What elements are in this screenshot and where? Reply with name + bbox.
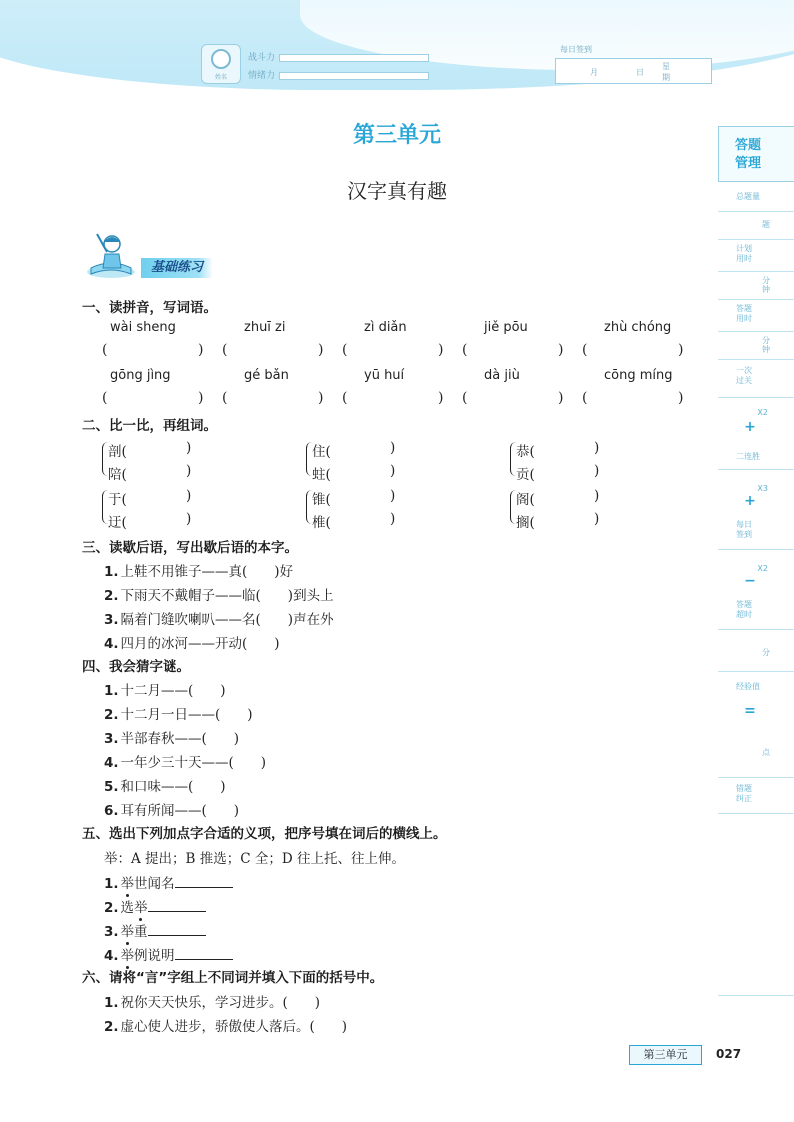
- question-1-title: 一、读拼音，写词语。: [82, 300, 217, 316]
- compare-char: 住(: [312, 444, 331, 460]
- daily-sign-label-1: 每日: [736, 520, 752, 529]
- stat-row-2: [248, 68, 429, 81]
- stat-label: 战斗力: [248, 53, 276, 63]
- multiplier-cell-3: [718, 550, 794, 588]
- total-cell[interactable]: [718, 182, 794, 212]
- answer-paren-close: ): [438, 342, 444, 358]
- item-number: 4.: [104, 948, 119, 964]
- answer-line[interactable]: [175, 948, 233, 960]
- list-item: [104, 872, 233, 892]
- total-label: 总题量: [736, 192, 760, 201]
- pinyin-prompt: gé bǎn: [244, 368, 289, 383]
- compare-paren-close: ): [186, 463, 192, 479]
- plan-label-2: 用时: [736, 254, 752, 263]
- list-item: [104, 920, 206, 940]
- plan-unit-2: 钟: [762, 285, 770, 294]
- plus-icon: +: [744, 419, 756, 435]
- notes-cell[interactable]: [718, 814, 794, 996]
- item-text[interactable]: 上鞋不用锥子——真( )好: [120, 564, 294, 580]
- compare-char: 锥(: [312, 492, 331, 508]
- banner-label: 基础练习: [141, 258, 213, 278]
- total-unit: 题: [762, 220, 770, 229]
- list-item: [104, 775, 226, 795]
- stat-label: 情绪力: [248, 71, 276, 81]
- points-unit: 点: [762, 748, 770, 757]
- stat-bar: [279, 72, 429, 80]
- plan-label-1: 计划: [736, 244, 752, 253]
- multiplier-x2: X2: [757, 408, 768, 417]
- plan-unit-1: 分: [762, 276, 770, 285]
- answer-paren-open: (: [222, 342, 228, 358]
- list-item: [104, 703, 253, 723]
- combo-cell[interactable]: [718, 438, 794, 470]
- sign-title: 每日签到: [560, 45, 592, 54]
- sign-week-1: 星: [662, 62, 670, 71]
- sidebar-heading: [718, 126, 794, 182]
- dotted-character: 举: [120, 876, 135, 892]
- exp-label: 经验值: [736, 682, 760, 691]
- answer-paren-close: ): [318, 390, 324, 406]
- overtime-label-1: 答题: [736, 600, 752, 609]
- compare-paren-close: ): [594, 488, 600, 504]
- answer-paren-close: ): [558, 390, 564, 406]
- first-pass-cell[interactable]: [718, 360, 794, 398]
- word-prefix: 选: [120, 900, 135, 916]
- stat-bar: [279, 54, 429, 62]
- item-text[interactable]: 隔着门缝吹喇叭——名( )声在外: [120, 612, 334, 628]
- word-suffix: 世闻名: [134, 876, 175, 892]
- answer-paren-open: (: [102, 342, 108, 358]
- pinyin-prompt: gōng jìng: [110, 368, 171, 383]
- answer-paren-open: (: [582, 390, 588, 406]
- list-item: [104, 991, 320, 1011]
- item-number: 4.: [104, 636, 119, 652]
- answer-paren-open: (: [102, 390, 108, 406]
- score-cell[interactable]: [718, 630, 794, 672]
- answer-paren-open: (: [342, 342, 348, 358]
- list-item: [104, 608, 334, 628]
- compare-paren-close: ): [390, 463, 396, 479]
- answer-blank[interactable]: [112, 344, 196, 360]
- sign-month: 月: [590, 68, 598, 77]
- list-item: [104, 1015, 347, 1035]
- answer-blank[interactable]: [592, 392, 676, 408]
- used-label-1: 答题: [736, 304, 752, 313]
- exp-label-cell: [718, 672, 794, 702]
- list-item: [104, 944, 233, 964]
- dotted-character: 举: [134, 900, 148, 916]
- item-number: 3.: [104, 731, 119, 747]
- plus-icon: +: [744, 493, 756, 509]
- item-text[interactable]: 十二月一日——( ): [120, 707, 253, 723]
- combo-label: 二连胜: [736, 452, 760, 461]
- answer-blank[interactable]: [232, 344, 316, 360]
- used-label-2: 用时: [736, 314, 752, 323]
- reading-kid-icon: [85, 228, 137, 280]
- used-unit-cell[interactable]: [718, 332, 794, 360]
- compare-paren-close: ): [390, 488, 396, 504]
- answer-blank[interactable]: [472, 392, 556, 408]
- answer-paren-close: ): [678, 342, 684, 358]
- answer-blank[interactable]: [472, 344, 556, 360]
- compare-char: 迂(: [108, 515, 127, 531]
- avatar-caption: 姓名: [214, 74, 227, 81]
- answer-management-sidebar: [718, 126, 794, 996]
- dotted-character: 举: [120, 924, 135, 940]
- sign-day: 日: [636, 68, 644, 77]
- compare-paren-close: ): [390, 440, 396, 456]
- answer-paren-close: ): [318, 342, 324, 358]
- word-blank[interactable]: [138, 490, 184, 506]
- minus-icon: −: [744, 573, 756, 589]
- score-unit: 分: [762, 648, 770, 657]
- multiplier-cell-1: [718, 398, 794, 438]
- footer-unit-label: 第三单元: [629, 1045, 702, 1065]
- lesson-title: 汉字真有趣: [347, 179, 447, 203]
- compare-paren-close: ): [594, 463, 600, 479]
- answer-blank[interactable]: [232, 392, 316, 408]
- total-unit-cell[interactable]: [718, 212, 794, 240]
- compare-paren-close: ): [186, 511, 192, 527]
- answer-paren-close: ): [198, 342, 204, 358]
- item-text[interactable]: 半部春秋——( ): [120, 731, 240, 747]
- question-2-title: 二、比一比，再组词。: [82, 418, 217, 434]
- question-6-title: 六、请将“言”字组上不同词并填入下面的括号中。: [82, 970, 384, 986]
- answer-blank[interactable]: [112, 392, 196, 408]
- item-number: 6.: [104, 803, 119, 819]
- item-number: 1.: [104, 876, 119, 892]
- answer-line[interactable]: [148, 924, 206, 936]
- pinyin-prompt: cōng míng: [604, 368, 673, 383]
- answer-paren-open: (: [582, 342, 588, 358]
- question-4-title: 四、我会猜字谜。: [82, 659, 190, 675]
- list-item: [104, 799, 239, 819]
- question-5-title: 五、选出下列加点字合适的义项，把序号填在词后的横线上。: [82, 826, 447, 842]
- equals-icon: =: [744, 703, 756, 719]
- answer-paren-close: ): [678, 390, 684, 406]
- item-number: 2.: [104, 707, 119, 723]
- question-3-title: 三、读歇后语，写出歇后语的本字。: [82, 540, 298, 556]
- avatar-badge: [201, 44, 241, 84]
- compare-char: 恭(: [516, 444, 535, 460]
- answer-paren-open: (: [462, 342, 468, 358]
- pinyin-prompt: wài sheng: [110, 320, 176, 335]
- plan-time-cell[interactable]: [718, 240, 794, 272]
- word-blank[interactable]: [342, 465, 388, 481]
- first-pass-label-1: 一次: [736, 366, 752, 375]
- word-suffix: 重: [134, 924, 148, 940]
- pinyin-prompt: yū huí: [364, 368, 405, 383]
- daily-sign-cell[interactable]: [718, 508, 794, 550]
- item-number: 2.: [104, 900, 119, 916]
- wrong-correction-cell[interactable]: [718, 778, 794, 814]
- multiplier-cell-2: [718, 470, 794, 508]
- item-number: 4.: [104, 755, 119, 771]
- word-blank[interactable]: [138, 442, 184, 458]
- compare-paren-close: ): [594, 440, 600, 456]
- item-text[interactable]: 四月的冰河——开动( ): [120, 636, 280, 652]
- overtime-cell[interactable]: [718, 588, 794, 630]
- unit-title: 第三单元: [352, 123, 441, 148]
- pinyin-prompt: dà jiù: [484, 368, 520, 383]
- multiplier-x2: X2: [757, 564, 768, 573]
- list-item: [104, 896, 206, 916]
- used-time-cell[interactable]: [718, 300, 794, 332]
- item-text[interactable]: 十二月——( ): [120, 683, 226, 699]
- answer-blank[interactable]: [592, 344, 676, 360]
- avatar-icon: [211, 49, 231, 69]
- item-number: 1.: [104, 683, 119, 699]
- item-text[interactable]: 一年少三十天——( ): [120, 755, 267, 771]
- word-blank[interactable]: [546, 490, 592, 506]
- item-text[interactable]: 祝你天天快乐，学习进步。( ): [120, 995, 321, 1011]
- list-item: [104, 751, 266, 771]
- pinyin-prompt: jiě pōu: [484, 320, 528, 335]
- list-item: [104, 632, 280, 652]
- sign-box: [555, 58, 712, 84]
- used-unit-1: 分: [762, 336, 770, 345]
- item-number: 2.: [104, 1019, 119, 1035]
- wrong-label-2: 纠正: [736, 794, 752, 803]
- compare-paren-close: ): [390, 511, 396, 527]
- plan-unit-cell[interactable]: [718, 272, 794, 300]
- item-text[interactable]: 下雨天不戴帽子——临( )到头上: [120, 588, 334, 604]
- answer-paren-open: (: [222, 390, 228, 406]
- compare-paren-close: ): [186, 440, 192, 456]
- list-item: [104, 679, 226, 699]
- answer-blank[interactable]: [352, 344, 436, 360]
- compare-char: 阁(: [516, 492, 535, 508]
- answer-paren-close: ): [438, 390, 444, 406]
- word-blank[interactable]: [138, 465, 184, 481]
- item-number: 3.: [104, 612, 119, 628]
- answer-paren-open: (: [462, 390, 468, 406]
- item-text[interactable]: 耳有所闻——( ): [120, 803, 240, 819]
- points-cell[interactable]: [718, 722, 794, 778]
- compare-char: 贡(: [516, 467, 535, 483]
- word-blank[interactable]: [342, 513, 388, 529]
- answer-line[interactable]: [148, 900, 206, 912]
- item-number: 2.: [104, 588, 119, 604]
- sidebar-heading-line-2: 管理: [735, 156, 762, 171]
- word-blank[interactable]: [546, 465, 592, 481]
- sidebar-heading-line-1: 答题: [735, 138, 762, 153]
- used-unit-2: 钟: [762, 345, 770, 354]
- pinyin-prompt: zì diǎn: [364, 320, 407, 335]
- section-banner: [85, 228, 235, 280]
- word-suffix: 例说明: [134, 948, 175, 964]
- compare-char: 椎(: [312, 515, 331, 531]
- multiplier-x3: X3: [757, 484, 768, 493]
- compare-char: 陪(: [108, 467, 127, 483]
- pinyin-prompt: zhù chóng: [604, 320, 672, 335]
- answer-paren-open: (: [342, 390, 348, 406]
- compare-char: 于(: [108, 492, 127, 508]
- compare-char: 搁(: [516, 515, 535, 531]
- word-blank[interactable]: [342, 442, 388, 458]
- item-text[interactable]: 虚心使人进步，骄傲使人落后。( ): [120, 1019, 348, 1035]
- compare-char: 剖(: [108, 444, 127, 460]
- dotted-character: 举: [120, 948, 135, 964]
- first-pass-label-2: 过关: [736, 376, 752, 385]
- compare-paren-close: ): [594, 511, 600, 527]
- word-blank[interactable]: [546, 513, 592, 529]
- overtime-label-2: 超时: [736, 610, 752, 619]
- item-number: 5.: [104, 779, 119, 795]
- sign-week-2: 期: [662, 73, 670, 82]
- answer-paren-close: ): [558, 342, 564, 358]
- word-blank[interactable]: [546, 442, 592, 458]
- list-item: [104, 727, 239, 747]
- pinyin-prompt: zhuī zi: [244, 320, 286, 335]
- answer-paren-close: ): [198, 390, 204, 406]
- item-text[interactable]: 和口味——( ): [120, 779, 226, 795]
- compare-paren-close: ): [186, 488, 192, 504]
- page-number: 027: [716, 1047, 742, 1061]
- daily-sign-label-2: 签到: [736, 530, 752, 539]
- list-item: [104, 560, 293, 580]
- list-item: [104, 584, 334, 604]
- word-blank[interactable]: [342, 490, 388, 506]
- item-number: 1.: [104, 995, 119, 1011]
- stat-row-1: [248, 50, 429, 63]
- wrong-label-1: 错题: [736, 784, 752, 793]
- item-number: 3.: [104, 924, 119, 940]
- question-5-note: 举：A 提出；B 推选；C 全；D 往上托、往上伸。: [104, 851, 405, 867]
- word-blank[interactable]: [138, 513, 184, 529]
- equals-cell: [718, 702, 794, 722]
- answer-blank[interactable]: [352, 392, 436, 408]
- answer-line[interactable]: [175, 876, 233, 888]
- item-number: 1.: [104, 564, 119, 580]
- compare-char: 蛀(: [312, 467, 331, 483]
